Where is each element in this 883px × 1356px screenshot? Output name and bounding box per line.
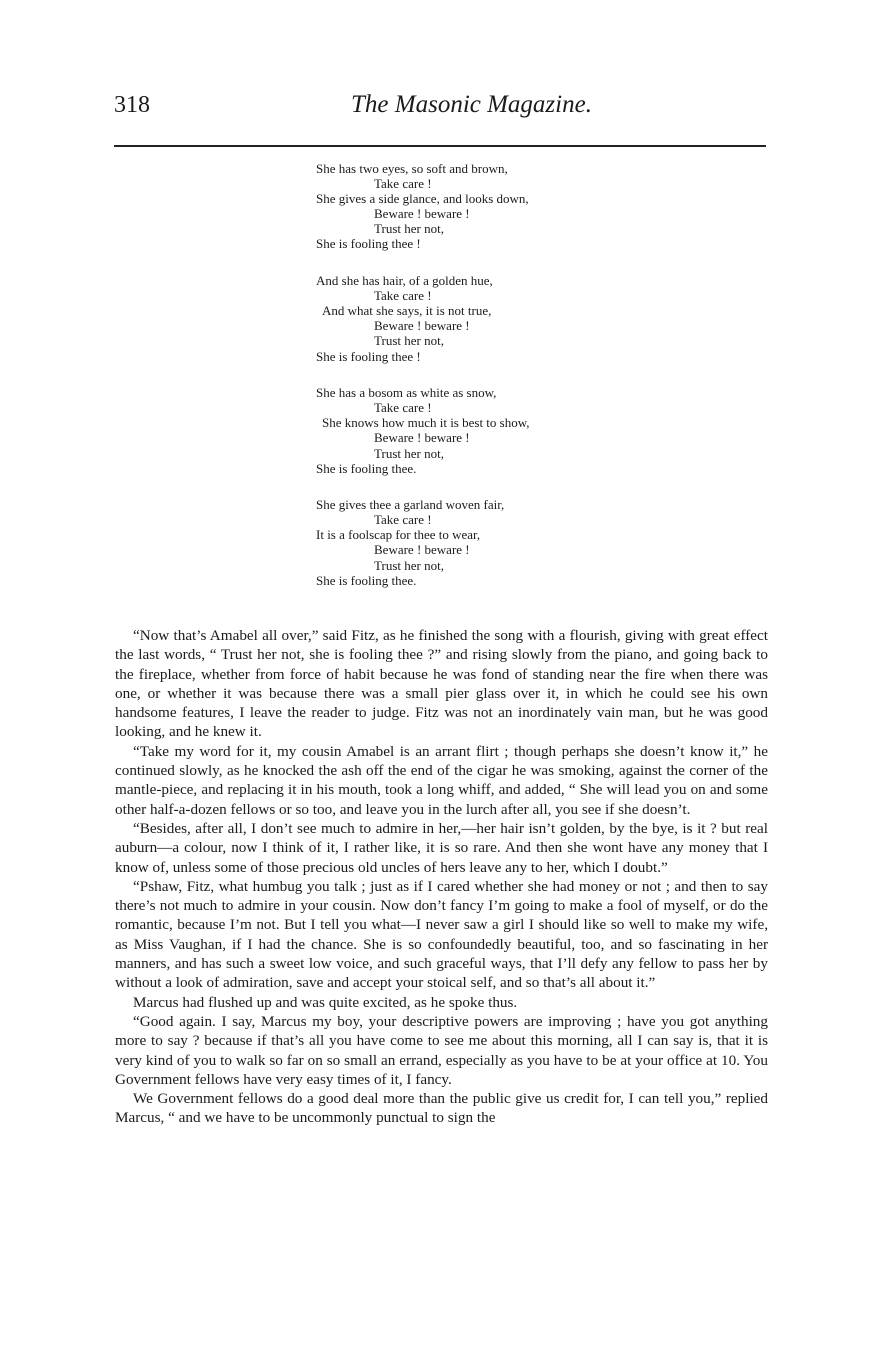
- poem-line: Beware ! beware !: [374, 542, 470, 558]
- poem-line: She is fooling thee !: [316, 348, 421, 364]
- poem-line: Beware ! beware !: [374, 430, 470, 446]
- poem-stanza: [316, 273, 656, 364]
- poem-line: Trust her not,: [374, 333, 444, 349]
- poem-stanza: [316, 497, 656, 588]
- poem-line: She has two eyes, so soft and brown,: [316, 161, 508, 176]
- poem-line: And she has hair, of a golden hue,: [316, 273, 493, 289]
- poem-line: Take care !: [374, 512, 432, 528]
- poem-line: Take care !: [374, 176, 432, 192]
- paragraph: We Government fellows do a good deal more than the public give us credit for, I can tell you,” replied Marcus, “ and we have to be uncommonly punctual to sign the: [115, 1090, 768, 1127]
- paragraph: “Pshaw, Fitz, what humbug you talk ; just as if I cared whether she had money or not ; and then to say there’s not much to admire in your cousin. Now don’t fancy I’m going to make a fool of myself, or do the romantic, because I’m not. But I tell you what—I never saw a girl I should like so well to make my wife, as Miss Vaughan, if I had the chance. She is so confoundedly beautiful, too, and so fascinating in her manners, and has such a sweet low voice, and such graceful ways, that I’ll defy any fellow to pass her by without a look of admiration, save and accept your stoical self, and so that’s all about it.”: [115, 877, 768, 992]
- poem-line: She gives thee a garland woven fair,: [316, 497, 505, 513]
- poem-line: She is fooling thee.: [316, 572, 417, 588]
- poem-stanza: [316, 385, 656, 476]
- paragraph: “Good again. I say, Marcus my boy, your descriptive powers are improving ; have you got anything more to say ? because if that’s all you have come to see me about this morning, all I can say is, that it is very kind of you to walk so far on so small an errand, especially as you have to be at your office at 10. You Government fellows have very easy times of it, I fancy.: [115, 1012, 768, 1088]
- poem-line: It is a foolscap for thee to wear,: [316, 527, 481, 543]
- poem-line: She knows how much it is best to show,: [322, 415, 530, 431]
- paragraph: Marcus had flushed up and was quite excited, as he spoke thus.: [133, 993, 518, 1011]
- poem-line: She is fooling thee !: [316, 236, 421, 252]
- poem-line: She is fooling thee.: [316, 460, 417, 476]
- poem-line: She has a bosom as white as snow,: [316, 385, 497, 401]
- poem-line: And what she says, it is not true,: [322, 303, 492, 319]
- header-rule: [114, 145, 766, 147]
- paragraph: “Take my word for it, my cousin Amabel is an arrant flirt ; though perhaps she doesn’t know it,” he continued slowly, as he knocked the ash off the end of the cigar he was smoking, against the corner of the mantle-piece, and replacing it in his mouth, took a long whiff, and added, “ She will lead you on and some other half-a-dozen fellows or so too, and leave you in the lurch after all, you see if she doesn’t.: [115, 742, 768, 818]
- poem-line: Beware ! beware !: [374, 206, 470, 222]
- poem-line: Trust her not,: [374, 557, 444, 573]
- poem-stanza: [316, 161, 656, 252]
- poem-line: Take care !: [374, 288, 432, 304]
- running-title: The Masonic Magazine.: [351, 91, 592, 118]
- story-text: [115, 626, 768, 1128]
- poem-line: Beware ! beware !: [374, 318, 470, 334]
- page-number: 318: [114, 92, 150, 118]
- poem-line: She gives a side glance, and looks down,: [316, 191, 529, 207]
- poem: [316, 161, 656, 609]
- paragraph: “Now that’s Amabel all over,” said Fitz, as he finished the song with a flourish, giving with great effect the last words, “ Trust her not, she is fooling thee ?” and rising slowly from the piano, and going back to the fireplace, whether from force of habit because he was fond of standing near the fire when there was one, or whether it was because there was a small pier glass over it, in which he could see his own handsome features, I leave the reader to judge. Fitz was not an inordinately vain man, but he was good looking, and he knew it.: [115, 627, 768, 741]
- poem-line: Trust her not,: [374, 221, 444, 237]
- poem-line: Take care !: [374, 400, 432, 416]
- paragraph: “Besides, after all, I don’t see much to admire in her,—her hair isn’t golden, by the bye, is it ? but real auburn—a colour, now I think of it, I rather like, it is so rare. And then she wont have any money that I know of, unless some of those precious old uncles of hers leave any to her, which I doubt.”: [115, 819, 768, 876]
- poem-line: Trust her not,: [374, 445, 444, 461]
